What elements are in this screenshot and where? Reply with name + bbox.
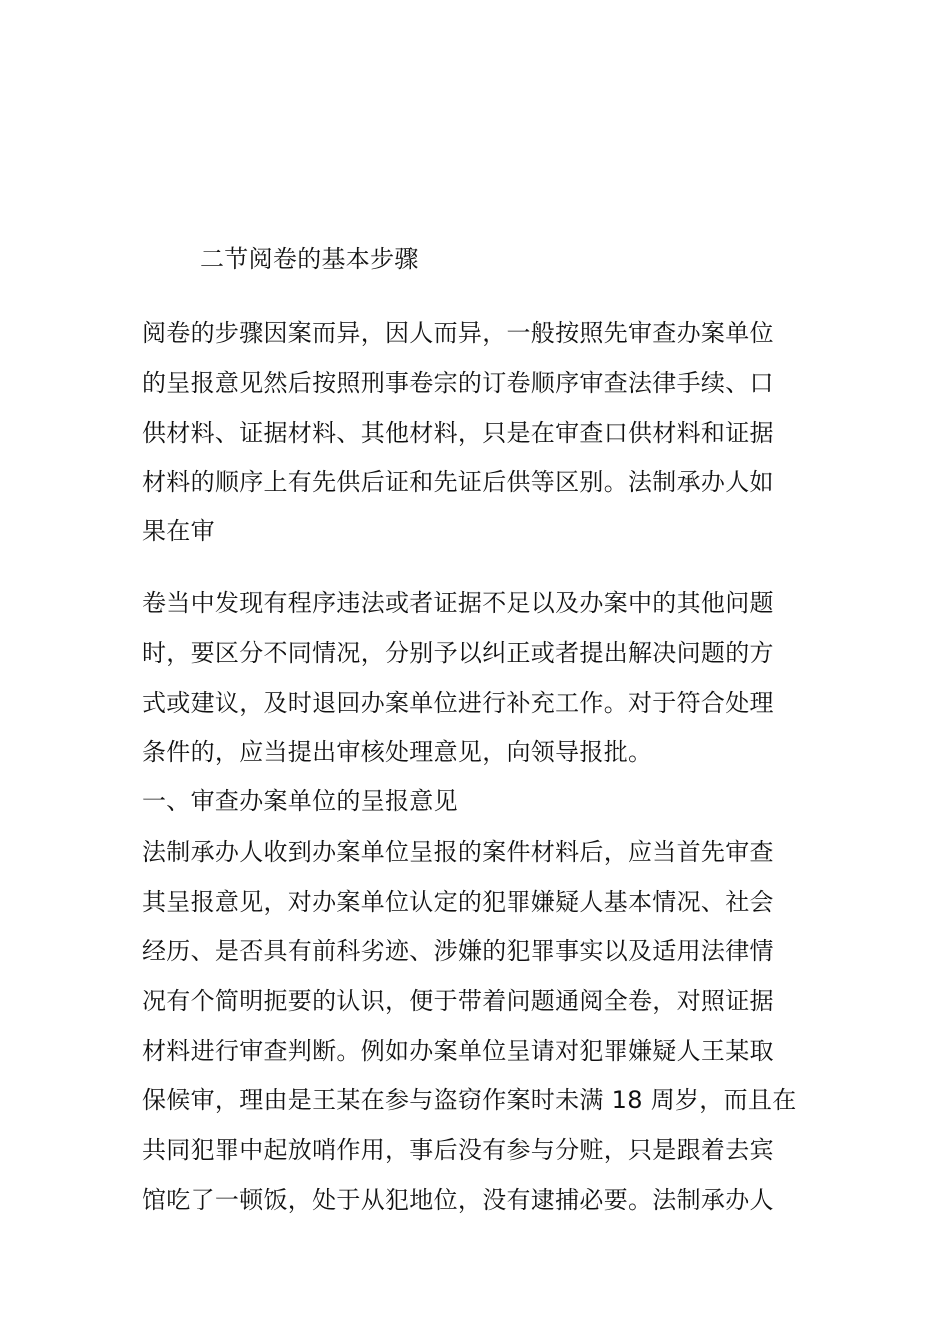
paragraph-line: 供材料、证据材料、其他材料，只是在审查口供材料和证据 [142,419,774,447]
paragraph-line: 材料的顺序上有先供后证和先证后供等区别。法制承办人如 [142,468,774,496]
section-heading: 一、审查办案单位的呈报意见 [142,787,458,815]
paragraph-line: 共同犯罪中起放哨作用，事后没有参与分赃，只是跟着去宾 [142,1136,774,1164]
paragraph-line: 式或建议，及时退回办案单位进行补充工作。对于符合处理 [142,689,774,717]
paragraph-line: 材料进行审查判断。例如办案单位呈请对犯罪嫌疑人王某取 [142,1037,774,1065]
paragraph-line: 时，要区分不同情况，分别予以纠正或者提出解决问题的方 [142,639,774,667]
paragraph-line: 果在审 [142,517,215,545]
paragraph-line: 法制承办人收到办案单位呈报的案件材料后，应当首先审查 [142,838,774,866]
paragraph-line: 阅卷的步骤因案而异，因人而异，一般按照先审查办案单位 [142,319,774,347]
paragraph-line: 经历、是否具有前科劣迹、涉嫌的犯罪事实以及适用法律情 [142,937,774,965]
paragraph-line: 况有个简明扼要的认识，便于带着问题通阅全卷，对照证据 [142,987,774,1015]
paragraph-line: 其呈报意见，对办案单位认定的犯罪嫌疑人基本情况、社会 [142,888,774,916]
paragraph-line: 卷当中发现有程序违法或者证据不足以及办案中的其他问题 [142,589,774,617]
section-title: 二节阅卷的基本步骤 [200,245,419,273]
paragraph-line: 馆吃了一顿饭，处于从犯地位，没有逮捕必要。法制承办人 [142,1186,774,1214]
paragraph-line: 保候审，理由是王某在参与盗窃作案时未满 18 周岁，而且在 [142,1086,797,1114]
paragraph-line: 的呈报意见然后按照刑事卷宗的订卷顺序审查法律手续、口 [142,369,774,397]
paragraph-line: 条件的，应当提出审核处理意见，向领导报批。 [142,738,653,766]
